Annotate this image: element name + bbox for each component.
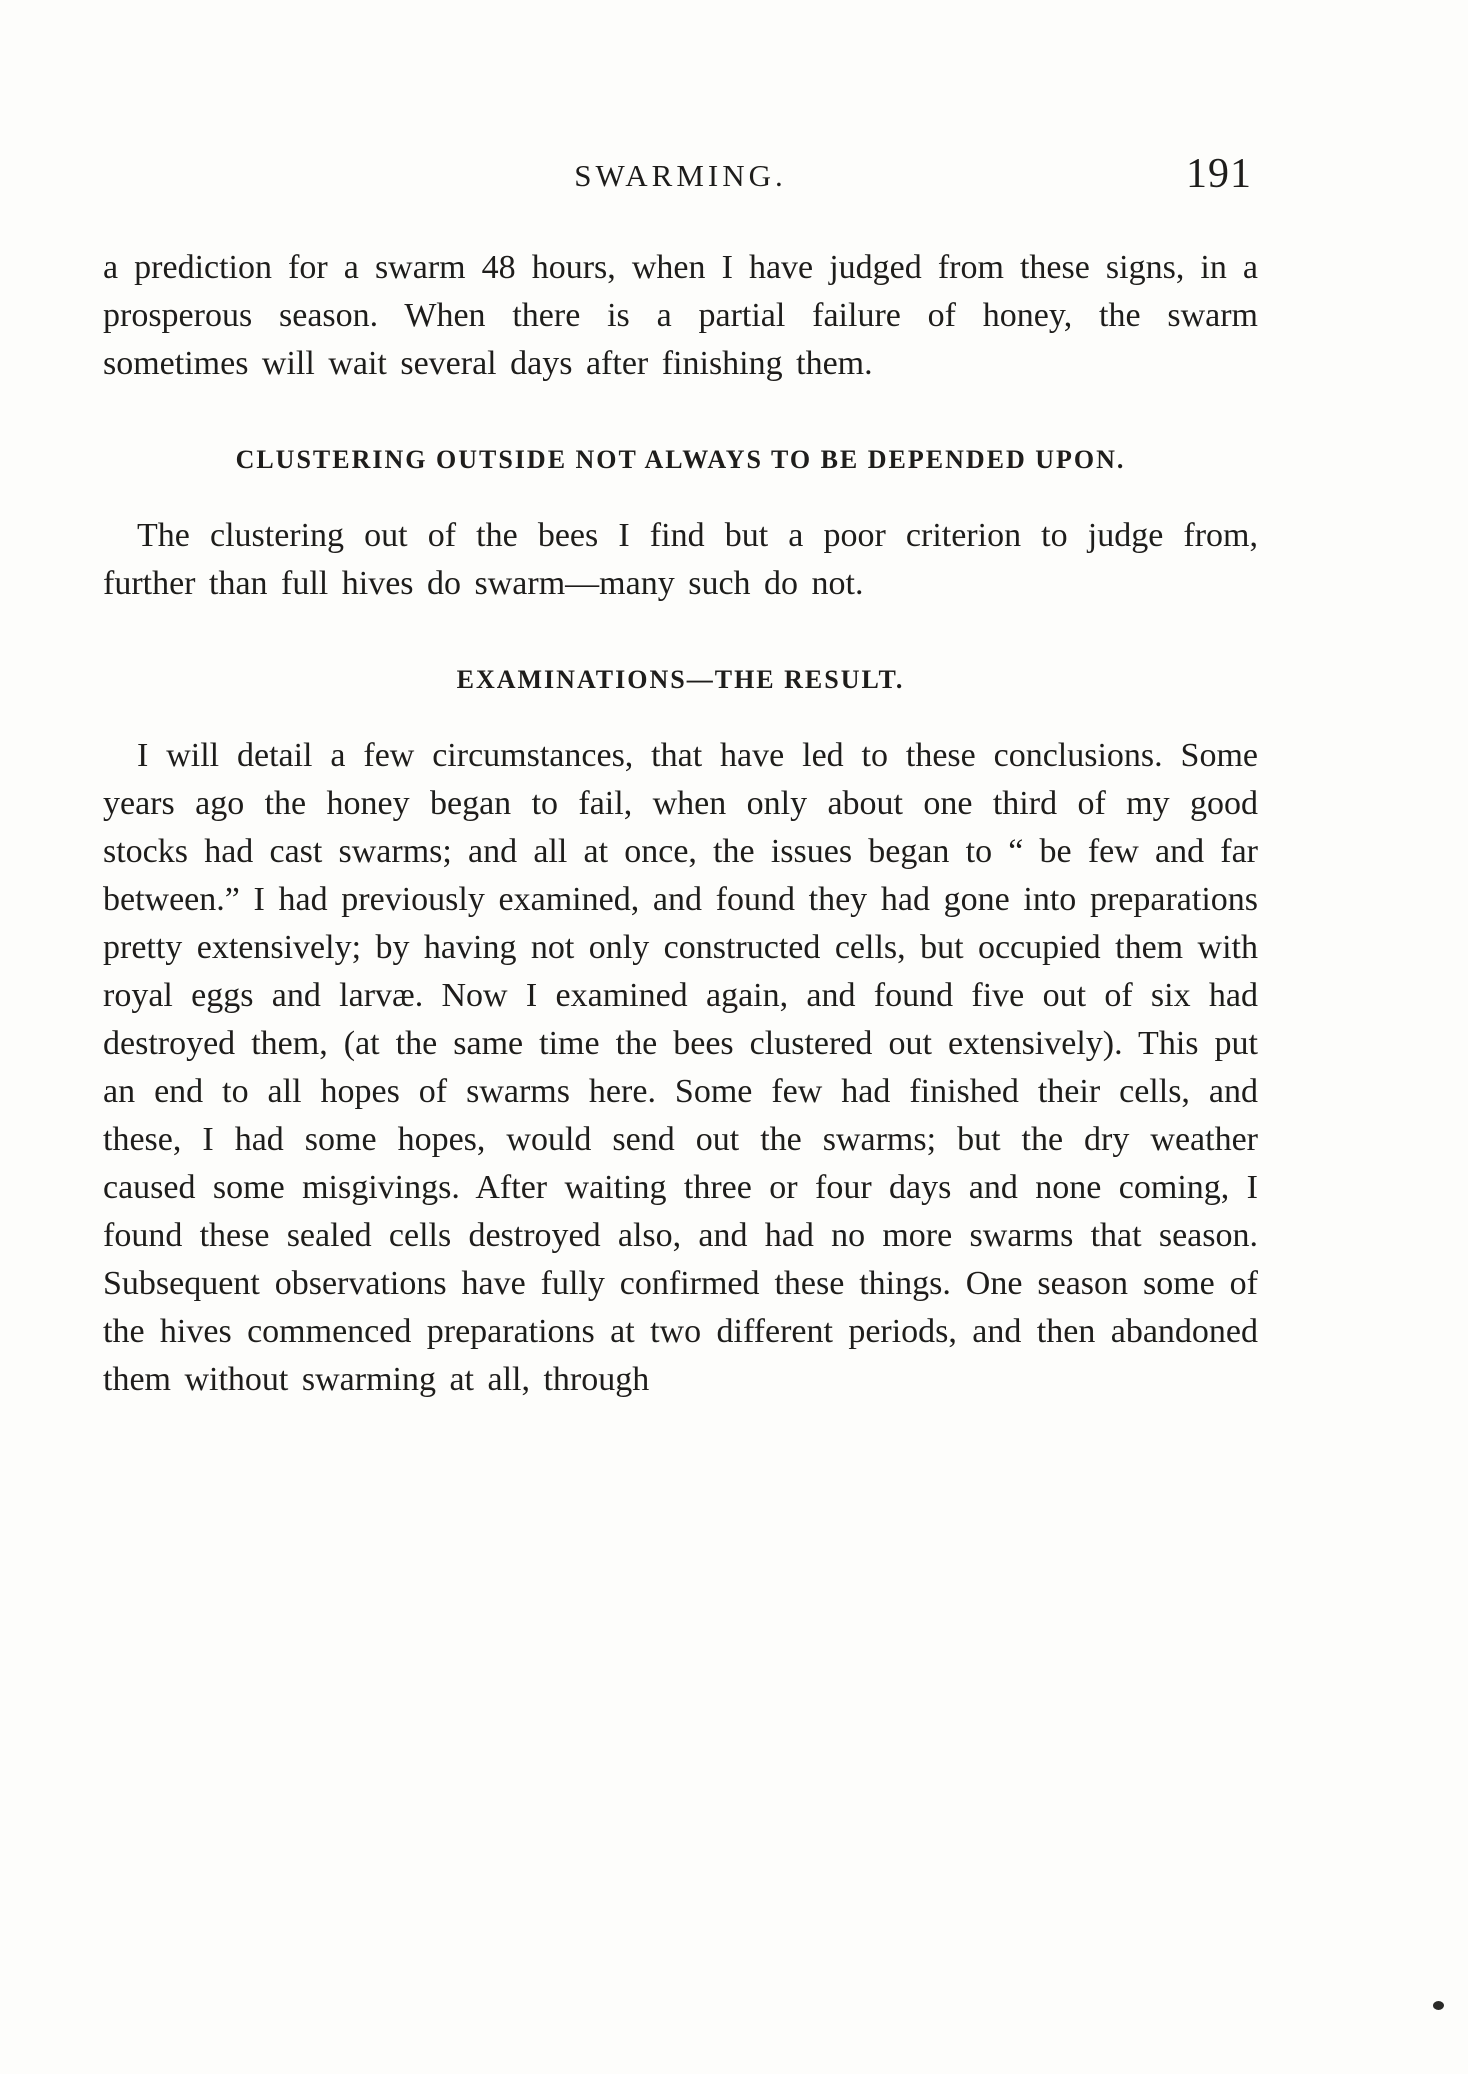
section-heading-clustering: CLUSTERING OUTSIDE NOT ALWAYS TO BE DEPENDED UPON. bbox=[235, 445, 1126, 474]
page-content bbox=[103, 150, 1258, 1404]
section-heading-examinations: EXAMINATIONS—THE RESULT. bbox=[456, 665, 905, 694]
running-head bbox=[103, 150, 1258, 202]
paragraph-clustering: The clustering out of the bees I find but a poor criterion to judge from, further than full hives do swarm—many such do not. bbox=[103, 517, 1258, 602]
running-head-title: SWARMING. bbox=[574, 158, 787, 193]
scan-artifact-dot bbox=[1433, 2001, 1444, 2010]
page-number: 191 bbox=[1186, 151, 1252, 197]
paragraph-examinations: I will detail a few circumstances, that have led to these conclusions. Some years ago the honey began to fail, when only about one third of my good stocks had cast swarms; and all at once, the issues began to “ be few and far between.” I had previously examined, and found they had gone into preparations pretty extensively; by having not only constructed cells, but occupied them with royal eggs and larvæ. Now I examined again, and found five out of six had destroyed them, (at the same time the bees clustered out extensively). This put an end to all hopes of swarms here. Some few had finished their cells, and these, I had some hopes, would send out the swarms; but the dry weather caused some misgivings. After waiting three or four days and none coming, I found these sealed cells destroyed also, and had no more swarms that season. Subsequent observations have fully confirmed these things. One season some of the hives commenced preparations at two different periods, and then abandoned them without swarming at all, through bbox=[103, 737, 1258, 1398]
paragraph-continuation: a prediction for a swarm 48 hours, when I have judged from these signs, in a prosperous season. When there is a partial failure of honey, the swarm sometimes will wait several days after finishing them. bbox=[103, 249, 1258, 382]
